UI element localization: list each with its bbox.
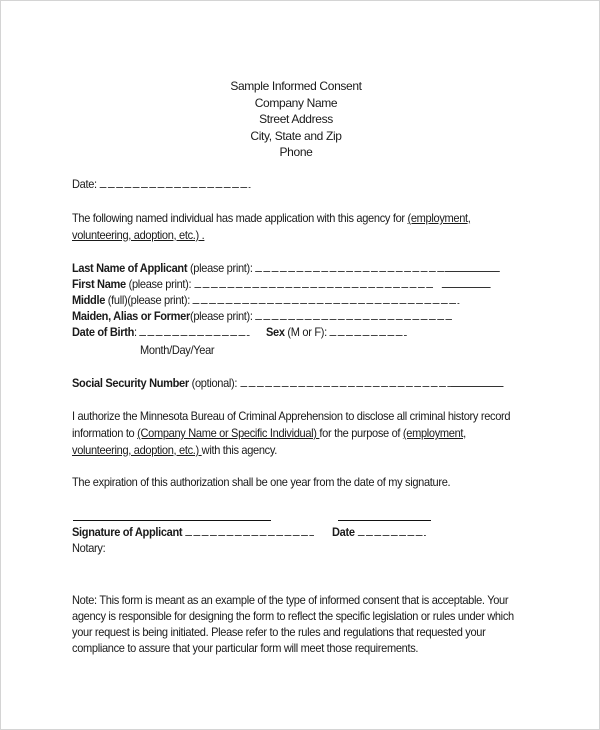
last-name-hint: (please print): [189,261,253,275]
note-line-4: compliance to assure that your particular form will meet those requirements. [72,641,419,655]
signature-line[interactable] [73,520,271,521]
dob-row [72,325,250,339]
authorization-line-2 [72,426,466,440]
signature-date-blank[interactable] [357,526,425,536]
middle-name-hint: (full)(please print): [107,293,190,307]
middle-name-blank[interactable] [193,294,460,304]
maiden-name-row [72,309,452,323]
city-state-zip: City, State and Zip [250,128,342,143]
signature-row [72,525,314,539]
first-name-row [72,277,490,291]
authorization-suffix: with this agency. [201,443,277,457]
maiden-name-hint: (please print): [189,309,253,323]
date-row [72,177,250,191]
ssn-label: Social Security Number [72,376,189,390]
signature-applicant-blank[interactable] [185,526,314,536]
phone: Phone [279,145,313,159]
sex-label: Sex [266,325,285,339]
street-address: Street Address [259,112,333,126]
middle-name-label: Middle [72,293,106,307]
maiden-name-label: Maiden, Alias or Former [72,309,190,323]
last-name-blank[interactable] [255,262,445,272]
form-title: Sample Informed Consent [230,79,362,93]
date-blank[interactable] [100,178,251,188]
last-name-blank-ext[interactable] [445,261,500,272]
ssn-blank[interactable] [240,377,450,387]
first-name-blank[interactable] [194,278,433,288]
ssn-blank-ext[interactable] [450,376,503,387]
intro-text: The following named individual has made application with this agency for [72,211,408,225]
sex-row [266,325,407,339]
ssn-hint: (optional): [191,376,238,390]
authorization-line-3 [72,443,277,457]
intro-purpose-1: (employment, [407,211,471,225]
authorization-purpose-2: volunteering, adoption, etc.) [72,443,202,457]
signature-applicant-label: Signature of Applicant [72,525,183,539]
authorization-purpose-1: (employment, [402,426,466,440]
letterhead [196,78,396,161]
authorization-line-1: I authorize the Minnesota Bureau of Criminal Apprehension to disclose all criminal history record [72,409,511,423]
last-name-label: Last Name of Applicant [72,261,188,275]
signature-date-row [332,525,425,539]
first-name-label: First Name [72,277,126,291]
sex-blank[interactable] [330,326,407,336]
expiration-text: The expiration of this authorization shall be one year from the date of my signature. [72,475,451,489]
signature-date-label: Date [332,525,355,539]
dob-blank[interactable] [140,326,250,336]
notary-label: Notary: [72,541,106,555]
authorization-recipient: (Company Name or Specific Individual) [137,426,320,440]
sex-hint: (M or F): [287,325,327,339]
note-line-3: your request is being initiated. Please refer to the rules and regulations that requested your [72,625,486,639]
middle-name-row [72,293,460,307]
last-name-row [72,261,500,275]
authorization-mid: for the purpose of [319,426,403,440]
dob-colon: : [134,325,137,339]
note-line-2: agency is responsible for designing the form to reflect the specific legislation or rules under which [72,609,514,623]
first-name-blank-ext[interactable] [441,277,490,288]
authorization-prefix: information to [72,426,138,440]
intro-purpose-2: volunteering, adoption, etc.) . [72,228,205,242]
maiden-name-blank[interactable] [255,310,452,320]
signature-date-line[interactable] [338,520,431,521]
note-line-1: Note: This form is meant as an example of the type of informed consent that is acceptable. Your [72,593,509,607]
dob-format-hint: Month/Day/Year [140,343,215,357]
date-label: Date: [72,177,97,191]
dob-label: Date of Birth [72,325,135,339]
company-name: Company Name [254,95,338,110]
ssn-row [72,376,503,390]
intro-line-1 [72,211,471,225]
first-name-hint: (please print): [128,277,192,291]
